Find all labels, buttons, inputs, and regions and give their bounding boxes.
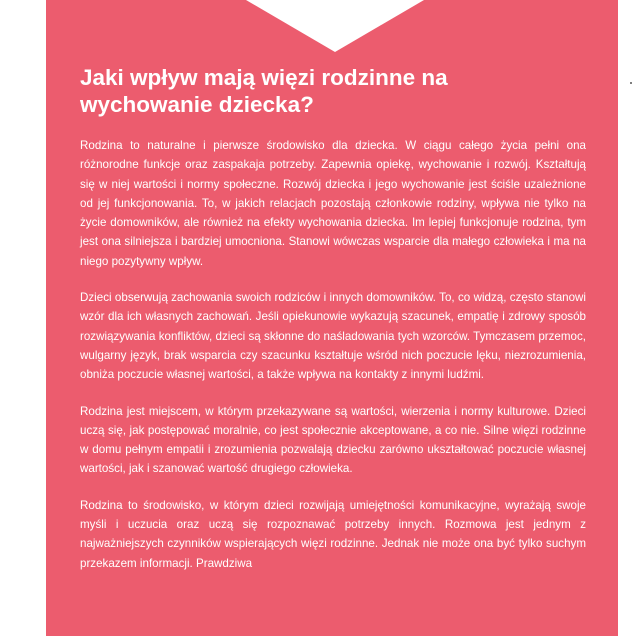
paragraph-1: Rodzina to naturalne i pierwsze środowisko dla dziecka. W ciągu całego życia pełni ona różnorodne funkcje oraz zaspakaja potrzeby. Zapewnia opiekę, wychowanie i rozwój. Kształtują się w niej wartości i normy społeczne. Rozwój dziecka i jego wychowanie jest ściśle uzależnione od jej funkcjonowania. To, w jakich relacjach pozostają członkowie rodziny, wpływa nie tylko na życie domowników, ale również na efekty wychowania dziecka. Im lepiej funkcjonuje rodzina, tym jest ona silniejsza i bardziej umocniona. Stanowi wówczas wsparcie dla małego człowieka i ma na niego pozytywny wpływ. [80, 139, 586, 268]
article-content [80, 64, 586, 590]
article-panel [46, 0, 618, 636]
article-title: Jaki wpływ mają więzi rodzinne na wychowanie dziecka? [80, 65, 448, 117]
paragraph-4: Rodzina to środowisko, w którym dzieci rozwijają umiejętności komunikacyjne, wyrażają swoje myśli i uczucia oraz uczą się rozpoznawać potrzeby innych. Rozmowa jest jednym z najważniejszych czynników wspierających więzi rodzinne. Jednak nie może ona być tylko suchym przekazem informacji. Prawdziwa [80, 498, 586, 570]
top-notch-shape [46, 0, 618, 60]
paragraph-3: Rodzina jest miejscem, w którym przekazywane są wartości, wierzenia i normy kulturowe. Dzieci uczą się, jak postępować moralnie, co jest społecznie akceptowane, a co nie. Silne więzi rodzinne w domu pełnym empatii i zrozumienia pozwalają dziecku zarówno ukształtować poczucie własnej wartości, jak i szanować wartość drugiego człowieka. [80, 404, 586, 476]
paragraph-2: Dzieci obserwują zachowania swoich rodziców i innych domowników. To, co widzą, często stanowi wzór dla ich własnych zachowań. Jeśli opiekunowie wykazują szacunek, empatię i zdrowy sposób rozwiązywania konfliktów, dzieci są skłonne do naśladowania tych wzorców. Tymczasem przemoc, wulgarny język, brak wsparcia czy szacunku kształtuje wśród nich poczucie lęku, niezrozumienia, obniża poczucie własnej wartości, a także wpływa na kontakty z innymi ludźmi. [80, 291, 586, 382]
page-edge-mark [630, 82, 632, 84]
